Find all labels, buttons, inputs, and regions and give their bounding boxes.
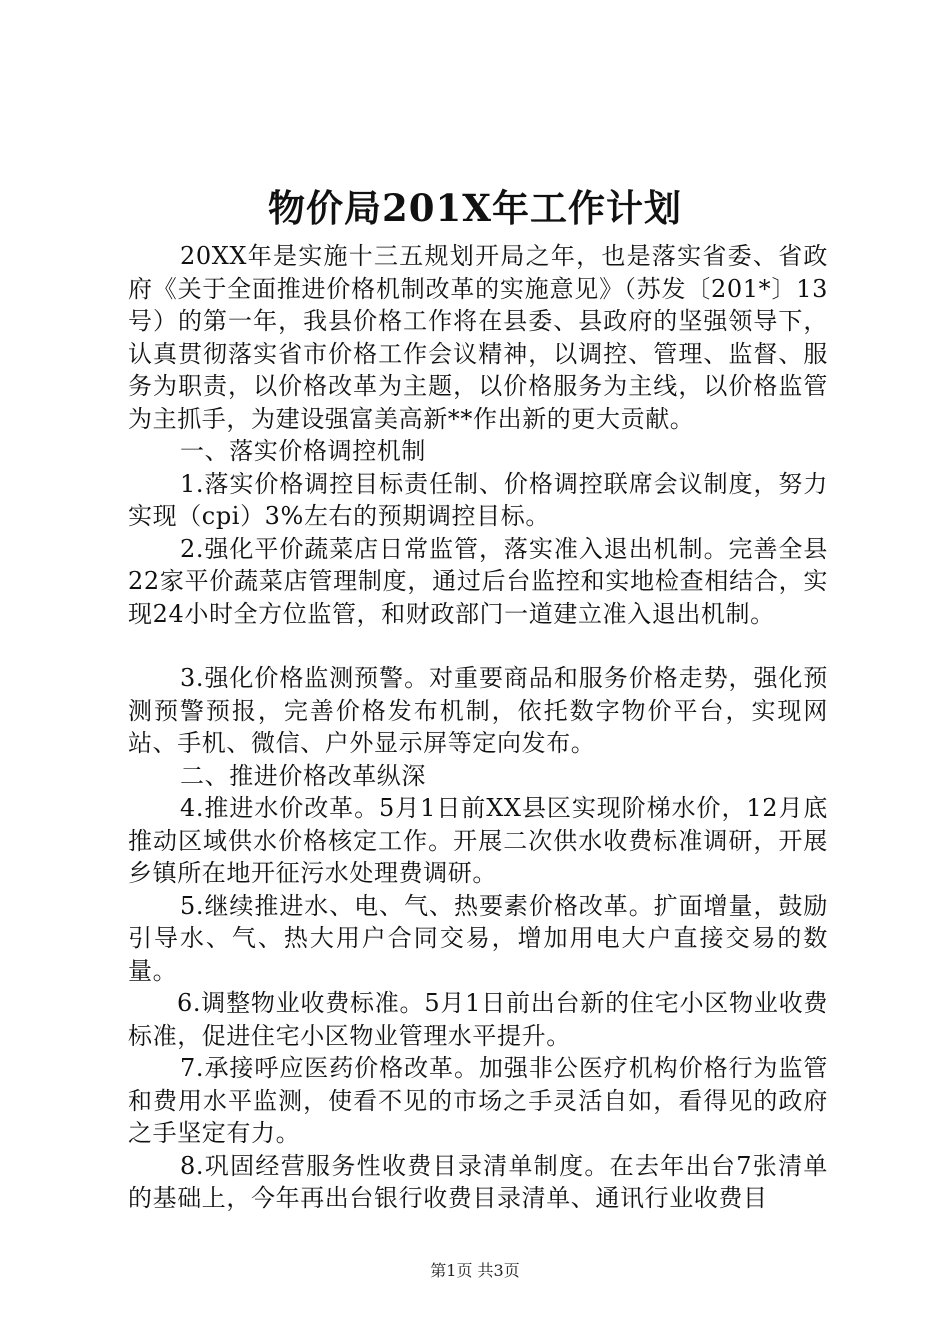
document-body <box>128 240 828 1215</box>
intro-paragraph: 20XX年是实施十三五规划开局之年，也是落实省委、省政府《关于全面推进价格机制改革的实施意见》（苏发〔201*〕13号）的第一年，我县价格工作将在县委、县政府的坚强领导下，认真贯彻落实省市价格工作会议精神，以调控、管理、监督、服务为职责，以价格改革为主题，以价格服务为主线，以价格监管为主抓手，为建设强富美高新**作出新的更大贡献。 <box>128 242 828 433</box>
item-paragraph-7: 7.承接呼应医药价格改革。加强非公医疗机构价格行为监管和费用水平监测，使看不见的市场之手灵活自如，看得见的政府之手坚定有力。 <box>128 1054 828 1147</box>
page-number-footer: 第1页 共3页 <box>430 1261 520 1280</box>
item-paragraph-2: 2.强化平价蔬菜店日常监管，落实准入退出机制。完善全县22家平价蔬菜店管理制度，通过后台监控和实地检查相结合，实现24小时全方位监管，和财政部门一道建立准入退出机制。 <box>128 534 828 628</box>
item-paragraph-3: 3.强化价格监测预警。对重要商品和服务价格走势，强化预测预警预报，完善价格发布机制，依托数字物价平台，实现网站、手机、微信、户外显示屏等定向发布。 <box>128 664 828 757</box>
item-paragraph-1: 1.落实价格调控目标责任制、价格调控联席会议制度，努力实现（cpi）3%左右的预期调控目标。 <box>128 469 828 530</box>
item-paragraph-5: 5.继续推进水、电、气、热要素价格改革。扩面增量，鼓励引导水、气、热大用户合同交易，增加用电大户直接交易的数量。 <box>128 891 828 985</box>
item-paragraph-8: 8.巩固经营服务性收费目录清单制度。在去年出台7张清单的基础上，今年再出台银行收费目录清单、通讯行业收费目 <box>128 1151 828 1212</box>
section-heading-2: 二、推进价格改革纵深 <box>180 761 426 790</box>
document-title: 物价局201X年工作计划 <box>268 186 682 230</box>
item-paragraph-4: 4.推进水价改革。5月1日前XX县区实现阶梯水价，12月底推动区域供水价格核定工作。开展二次供水收费标准调研，开展乡镇所在地开征污水处理费调研。 <box>128 794 828 887</box>
item-paragraph-6: 6.调整物业收费标准。5月1日前出台新的住宅小区物业收费标准，促进住宅小区物业管理水平提升。 <box>128 989 828 1050</box>
section-heading-1: 一、落实价格调控机制 <box>180 437 426 465</box>
